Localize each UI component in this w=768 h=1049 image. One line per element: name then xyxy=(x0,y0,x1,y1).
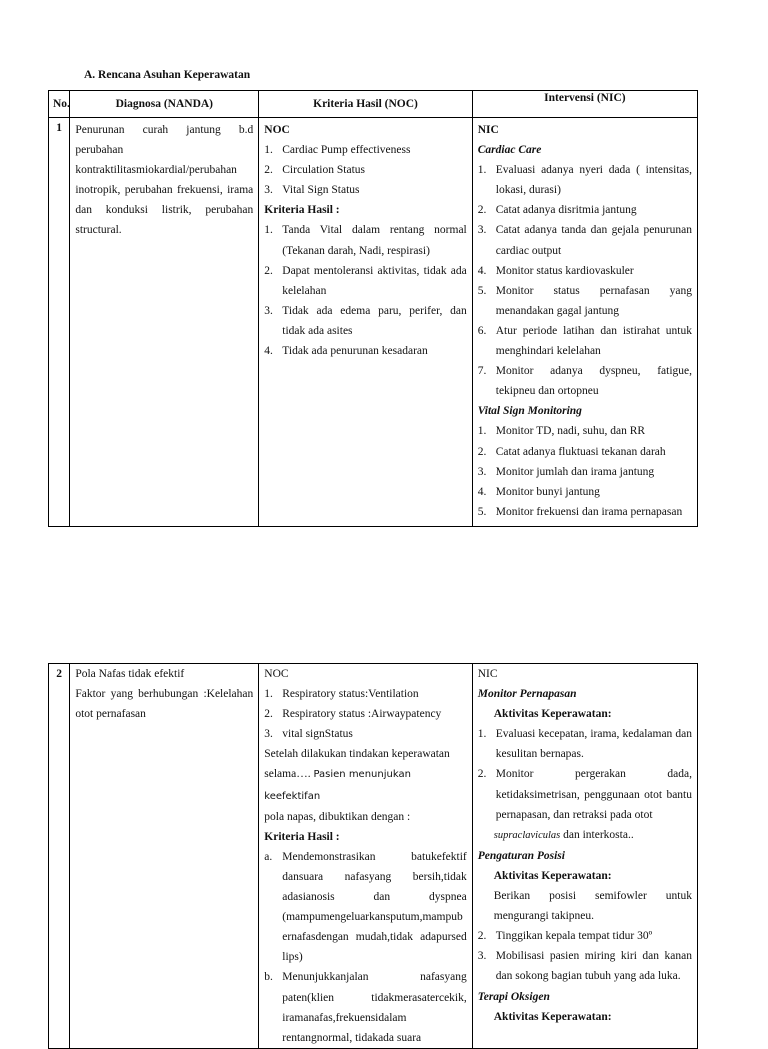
vital-sign-list xyxy=(478,421,692,521)
list-item-text: Catat adanya disritmia jantung xyxy=(495,204,637,217)
noc-outcome-text xyxy=(264,744,466,826)
terapi-oksigen-title: Terapi Oksigen xyxy=(477,990,550,1003)
list-item xyxy=(478,321,692,361)
list-item xyxy=(478,724,692,764)
list-item-number: 5. xyxy=(477,284,487,297)
list-item-text: Tidak ada penurunan kesadaran xyxy=(282,345,428,358)
vital-sign-title: Vital Sign Monitoring xyxy=(477,405,582,418)
list-item xyxy=(478,502,692,522)
noc-text-d: pola napas, dibuktikan dengan : xyxy=(264,810,411,823)
care-plan-table-2 xyxy=(48,663,698,1049)
nic-cell xyxy=(472,664,697,1049)
header-no: No. xyxy=(49,91,70,118)
care-plan-table-1 xyxy=(48,90,698,527)
list-item-number: 6. xyxy=(477,324,487,337)
muscle-name: supraclaviculas xyxy=(493,829,561,841)
list-item xyxy=(264,180,466,200)
list-item xyxy=(478,200,692,220)
noc-list xyxy=(264,140,466,200)
header-intervensi: Intervensi (NIC) xyxy=(472,91,697,118)
list-item-number: 3. xyxy=(477,465,487,478)
table-row xyxy=(49,664,698,1049)
list-item-number: 1. xyxy=(477,425,487,438)
list-item xyxy=(478,361,692,401)
list-item xyxy=(478,160,692,200)
list-item-text: Evaluasi adanya nyeri dada ( intensitas, lokasi, durasi) xyxy=(495,164,692,197)
list-item-number: 1. xyxy=(477,164,487,177)
list-item xyxy=(264,301,466,341)
noc-cell xyxy=(259,664,472,1049)
diagnosa-title: Pola Nafas tidak efektif xyxy=(75,668,185,680)
list-item xyxy=(264,160,466,180)
noc-list xyxy=(264,684,466,744)
list-item-text: Menunjukkanjalan nafasyang paten(klien tidakmerasatercekik, iramanafas,frekuensidalam rentangnormal, tidakada suara xyxy=(282,971,467,1044)
header-diagnosa: Diagnosa (NANDA) xyxy=(70,91,259,118)
row-number: 1 xyxy=(49,118,70,527)
list-item-number: 3. xyxy=(264,304,273,317)
list-item-text: Tidak ada edema paru, perifer, dan tidak ada asites xyxy=(282,304,467,337)
list-item-number: 4. xyxy=(264,345,273,358)
list-item xyxy=(264,847,466,968)
list-item-number: 2. xyxy=(477,445,487,458)
noc-title: NOC xyxy=(264,124,290,136)
list-item xyxy=(264,724,466,744)
list-item xyxy=(264,684,466,704)
list-item-text: Monitor jumlah dan irama jantung xyxy=(495,465,655,478)
table-header-row xyxy=(49,91,698,118)
list-item xyxy=(264,220,466,260)
list-item-text: Catat adanya tanda dan gejala penurunan cardiac output xyxy=(495,224,692,257)
monitor-pernapasan-title: Monitor Pernapasan xyxy=(477,688,577,701)
list-item-number: 2. xyxy=(264,708,273,721)
list-item xyxy=(478,462,692,482)
list-item-number: 7. xyxy=(477,365,487,378)
list-item-number: 3. xyxy=(264,184,273,197)
list-item-number: 1. xyxy=(264,144,273,157)
list-item-number: 1. xyxy=(477,728,487,741)
list-item xyxy=(264,341,466,361)
list-item xyxy=(264,704,466,724)
list-item xyxy=(478,482,692,502)
noc-text-c: Pasien menunjukan keefektifan xyxy=(264,769,411,802)
list-item-text: Mobilisasi pasien miring kiri dan kanan dan sokong bagian tubuh yang ada luka. xyxy=(495,950,692,983)
list-item-number: 5. xyxy=(477,505,487,518)
list-item xyxy=(478,220,692,260)
row-number: 2 xyxy=(49,664,70,1049)
cardiac-care-list xyxy=(478,160,692,401)
list-item-number: a. xyxy=(264,850,273,863)
list-item xyxy=(478,926,692,946)
list-item-text: Monitor pergerakan dada, ketidaksimetrisan, penggunaan otot bantu pernapasan, dan retraksi pada otot xyxy=(495,768,692,821)
list-item-text: Monitor TD, nadi, suhu, dan RR xyxy=(495,425,646,438)
list-item-number: 3. xyxy=(477,224,487,237)
list-item-text: vital signStatus xyxy=(282,728,353,741)
cardiac-care-title: Cardiac Care xyxy=(477,144,542,157)
monitor-tail-rest: dan interkosta.. xyxy=(560,828,634,841)
diagnosa-text: Penurunan curah jantung b.d perubahan kontraktilitasmiokardial/perubahan inotropik, perubahan frekuensi, irama dan konduksi listrik, perubahan structural. xyxy=(75,124,254,237)
list-item-text: Circulation Status xyxy=(282,164,365,177)
list-item-text: Evaluasi kecepatan, irama, kedalaman dan kesulitan bernapas. xyxy=(495,728,692,761)
list-item-text: Monitor frekuensi dan irama pernapasan xyxy=(495,505,683,518)
posisi-list xyxy=(478,926,692,986)
diagnosa-factor: Faktor yang berhubungan :Kelelahan otot pernafasan xyxy=(75,688,254,721)
nic-title: NIC xyxy=(477,668,498,680)
noc-text-a: Setelah dilakukan tindakan keperawatan xyxy=(264,748,450,761)
list-item-text: Monitor adanya dyspneu, fatigue, tekipneu dan ortopneu xyxy=(495,365,692,398)
kriteria-title: Kriteria Hasil : xyxy=(264,204,340,217)
aktivitas-label: Aktivitas Keperawatan: xyxy=(493,708,612,721)
pengaturan-posisi-title: Pengaturan Posisi xyxy=(477,849,565,862)
list-item xyxy=(264,261,466,301)
list-item xyxy=(478,261,692,281)
list-item-text: Respiratory status :Airwaypatency xyxy=(282,708,442,721)
kriteria-title: Kriteria Hasil : xyxy=(264,830,340,843)
list-item-number: 2. xyxy=(477,204,487,217)
list-item-text: Monitor status pernafasan yang menandakan gagal jantung xyxy=(495,284,692,317)
list-item-number: 3. xyxy=(264,728,273,741)
noc-title: NOC xyxy=(264,668,289,680)
aktivitas-label: Aktivitas Keperawatan: xyxy=(493,869,612,882)
nic-title: NIC xyxy=(477,124,499,136)
noc-text-b: selama…. xyxy=(264,768,311,781)
list-item-number: 1. xyxy=(264,688,273,701)
list-item-text: Cardiac Pump effectiveness xyxy=(282,144,411,157)
list-item-text: Tinggikan kepala tempat tidur 30º xyxy=(495,930,653,943)
list-item-number: 2. xyxy=(264,164,273,177)
list-item-number: 4. xyxy=(477,485,487,498)
list-item xyxy=(478,764,692,824)
list-item-number: 2. xyxy=(264,264,273,277)
kriteria-list xyxy=(264,220,466,361)
monitor-tail xyxy=(478,825,692,846)
list-item xyxy=(264,967,466,1047)
header-kriteria: Kriteria Hasil (NOC) xyxy=(259,91,472,118)
list-item-number: 1. xyxy=(264,224,273,237)
list-item-text: Tanda Vital dalam rentang normal (Tekanan darah, Nadi, respirasi) xyxy=(282,224,467,257)
table-row xyxy=(49,118,698,527)
list-item-text: Monitor bunyi jantung xyxy=(495,485,600,498)
list-item-text: Vital Sign Status xyxy=(282,184,360,197)
list-item-text: Respiratory status:Ventilation xyxy=(282,688,419,701)
list-item-text: Atur periode latihan dan istirahat untuk menghindari kelelahan xyxy=(495,324,692,358)
list-item-number: 4. xyxy=(477,264,487,277)
list-item xyxy=(478,421,692,441)
list-item-number: 2. xyxy=(477,768,487,781)
list-item xyxy=(478,946,692,986)
list-item-text: Monitor status kardiovaskuler xyxy=(495,264,634,277)
list-item-number: 3. xyxy=(477,950,487,963)
aktivitas-label: Aktivitas Keperawatan: xyxy=(493,1010,612,1023)
list-item-number: b. xyxy=(264,971,273,984)
nic-cell xyxy=(472,118,697,527)
noc-cell xyxy=(259,118,472,527)
list-item-number: 2. xyxy=(477,930,487,943)
section-heading: A. Rencana Asuhan Keperawatan xyxy=(84,69,251,81)
monitor-list xyxy=(478,724,692,824)
list-item xyxy=(478,281,692,321)
list-item-text: Dapat mentoleransi aktivitas, tidak ada kelelahan xyxy=(282,264,467,297)
diagnosa-cell xyxy=(70,118,259,527)
list-item-text: Catat adanya fluktuasi tekanan darah xyxy=(495,445,666,458)
list-item xyxy=(478,442,692,462)
diagnosa-cell xyxy=(70,664,259,1049)
list-item-text: Mendemonstrasikan batukefektif dansuara nafasyang bersih,tidak adasianosis dan dyspnea (mampumengeluarkansputum,mampub ernafasdengan mudah,tidak adapursed lips) xyxy=(282,850,467,964)
posisi-text: Berikan posisi semifowler untuk mengurangi takipneu. xyxy=(493,890,692,923)
list-item xyxy=(264,140,466,160)
kriteria-list xyxy=(264,847,466,1048)
